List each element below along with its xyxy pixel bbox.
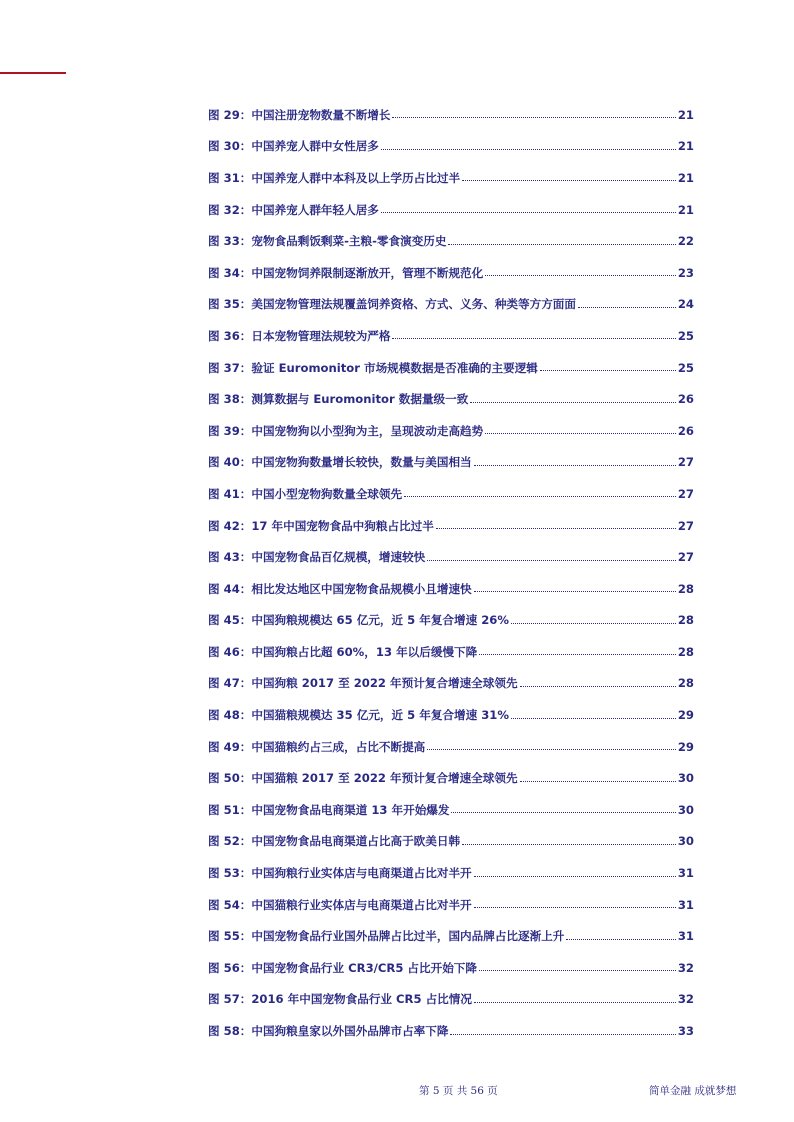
toc-entry-label: 图 50：中国猫粮 2017 至 2022 年预计复合增速全球领先 bbox=[208, 771, 518, 786]
page-number: 第 5 页 共 56 页 bbox=[419, 1085, 498, 1097]
toc-entry-label: 图 55：中国宠物食品行业国外品牌占比过半，国内品牌占比逐渐上升 bbox=[208, 929, 565, 944]
toc-entry[interactable] bbox=[208, 447, 694, 479]
toc-entry[interactable] bbox=[208, 826, 694, 858]
toc-entry-page: 27 bbox=[677, 550, 694, 565]
toc-entry-page: 28 bbox=[677, 613, 694, 628]
toc-entry-label: 图 42：17 年中国宠物食品中狗粮占比过半 bbox=[208, 518, 434, 533]
toc-entry[interactable] bbox=[208, 762, 694, 794]
toc-entry[interactable] bbox=[208, 1015, 694, 1047]
toc-entry[interactable] bbox=[208, 699, 694, 731]
dot-leader bbox=[578, 307, 676, 308]
toc-entry[interactable] bbox=[208, 889, 694, 921]
toc-entry-label: 图 29：中国注册宠物数量不断增长 bbox=[208, 107, 391, 122]
dot-leader bbox=[427, 749, 676, 750]
toc-entry[interactable] bbox=[208, 320, 694, 352]
toc-entry-label: 图 45：中国狗粮规模达 65 亿元，近 5 年复合增速 26% bbox=[208, 613, 509, 628]
toc-entry-page: 25 bbox=[677, 328, 694, 343]
toc-entry-label: 图 48：中国猫粮规模达 35 亿元，近 5 年复合增速 31% bbox=[208, 708, 509, 723]
toc-entry-label: 图 44：相比发达地区中国宠物食品规模小且增速快 bbox=[208, 581, 472, 596]
toc-entry-label: 图 43：中国宠物食品百亿规模，增速较快 bbox=[208, 550, 426, 565]
toc-entry[interactable] bbox=[208, 605, 694, 637]
dot-leader bbox=[479, 654, 676, 655]
toc-entry[interactable] bbox=[208, 478, 694, 510]
dot-leader bbox=[511, 718, 676, 719]
toc-entry[interactable] bbox=[208, 257, 694, 289]
toc-entry-label: 图 34：中国宠物饲养限制逐渐放开，管理不断规范化 bbox=[208, 265, 484, 280]
dot-leader bbox=[392, 338, 675, 339]
toc-entry[interactable] bbox=[208, 636, 694, 668]
toc-entry[interactable] bbox=[208, 984, 694, 1016]
footer-slogan: 简单金融 成就梦想 bbox=[649, 1085, 737, 1097]
toc-entry-page: 21 bbox=[677, 107, 694, 122]
toc-entry-page: 21 bbox=[677, 170, 694, 185]
toc-entry[interactable] bbox=[208, 99, 694, 131]
dot-leader bbox=[474, 591, 676, 592]
dot-leader bbox=[381, 149, 676, 150]
toc-entry[interactable] bbox=[208, 225, 694, 257]
toc-entry-label: 图 53：中国狗粮行业实体店与电商渠道占比对半开 bbox=[208, 866, 472, 881]
toc-entry-page: 29 bbox=[677, 739, 694, 754]
toc-entry-page: 22 bbox=[677, 234, 694, 249]
toc-entry-label: 图 30：中国养宠人群中女性居多 bbox=[208, 139, 379, 154]
toc-entry-page: 26 bbox=[677, 392, 694, 407]
toc-entry-label: 图 39：中国宠物狗以小型狗为主，呈现波动走高趋势 bbox=[208, 423, 484, 438]
toc-entry-page: 31 bbox=[677, 866, 694, 881]
toc-entry-page: 31 bbox=[677, 897, 694, 912]
toc-entry-page: 21 bbox=[677, 202, 694, 217]
dot-leader bbox=[474, 907, 676, 908]
dot-leader bbox=[479, 970, 676, 971]
dot-leader bbox=[474, 876, 676, 877]
toc-entry[interactable] bbox=[208, 289, 694, 321]
dot-leader bbox=[485, 433, 676, 434]
toc-entry-label: 图 52：中国宠物食品电商渠道占比高于欧美日韩 bbox=[208, 834, 461, 849]
toc-entry[interactable] bbox=[208, 668, 694, 700]
toc-entry-page: 33 bbox=[677, 1024, 694, 1039]
toc-entry-label: 图 38：测算数据与 Euromonitor 数据量级一致 bbox=[208, 392, 469, 407]
dot-leader bbox=[381, 212, 676, 213]
toc-entry-label: 图 46：中国狗粮占比超 60%，13 年以后缓慢下降 bbox=[208, 644, 478, 659]
dot-leader bbox=[520, 686, 676, 687]
toc-entry-page: 21 bbox=[677, 139, 694, 154]
toc-entry-page: 28 bbox=[677, 644, 694, 659]
toc-entry[interactable] bbox=[208, 352, 694, 384]
toc-entry[interactable] bbox=[208, 920, 694, 952]
dot-leader bbox=[540, 370, 676, 371]
toc-entry-page: 25 bbox=[677, 360, 694, 375]
toc-entry-page: 23 bbox=[677, 265, 694, 280]
toc-entry[interactable] bbox=[208, 794, 694, 826]
toc-entry-label: 图 49：中国猫粮约占三成，占比不断提高 bbox=[208, 739, 426, 754]
toc-entry-page: 26 bbox=[677, 423, 694, 438]
toc-entry[interactable] bbox=[208, 857, 694, 889]
dot-leader bbox=[427, 560, 676, 561]
toc-entry-page: 29 bbox=[677, 708, 694, 723]
toc-entry-label: 图 57：2016 年中国宠物食品行业 CR5 占比情况 bbox=[208, 992, 472, 1007]
toc-entry-page: 28 bbox=[677, 676, 694, 691]
toc-entry-label: 图 54：中国猫粮行业实体店与电商渠道占比对半开 bbox=[208, 897, 472, 912]
toc-entry-label: 图 56：中国宠物食品行业 CR3/CR5 占比开始下降 bbox=[208, 960, 477, 975]
toc-entry-page: 27 bbox=[677, 455, 694, 470]
toc-entry-page: 28 bbox=[677, 581, 694, 596]
dot-leader bbox=[450, 1034, 675, 1035]
toc-entry[interactable] bbox=[208, 194, 694, 226]
toc-entry-page: 32 bbox=[677, 992, 694, 1007]
toc-entry[interactable] bbox=[208, 952, 694, 984]
dot-leader bbox=[566, 939, 675, 940]
toc-entry[interactable] bbox=[208, 131, 694, 163]
toc-entry-page: 24 bbox=[677, 297, 694, 312]
toc-entry-page: 30 bbox=[677, 834, 694, 849]
dot-leader bbox=[470, 402, 676, 403]
toc-entry-label: 图 58：中国狗粮皇家以外国外品牌市占率下降 bbox=[208, 1024, 449, 1039]
header-accent-rule bbox=[0, 72, 66, 74]
toc-entry[interactable] bbox=[208, 731, 694, 763]
dot-leader bbox=[404, 496, 676, 497]
toc-entry[interactable] bbox=[208, 162, 694, 194]
toc-entry-page: 31 bbox=[677, 929, 694, 944]
toc-entry-label: 图 40：中国宠物狗数量增长较快，数量与美国相当 bbox=[208, 455, 472, 470]
toc-entry-label: 图 35：美国宠物管理法规覆盖饲养资格、方式、义务、种类等方方面面 bbox=[208, 297, 576, 312]
toc-entry-label: 图 31：中国养宠人群中本科及以上学历占比过半 bbox=[208, 170, 461, 185]
toc-entry-page: 27 bbox=[677, 486, 694, 501]
dot-leader bbox=[448, 244, 675, 245]
toc-entry-page: 32 bbox=[677, 960, 694, 975]
toc-entry-page: 30 bbox=[677, 802, 694, 817]
toc-entry-label: 图 37：验证 Euromonitor 市场规模数据是否准确的主要逻辑 bbox=[208, 360, 538, 375]
dot-leader bbox=[451, 812, 675, 813]
toc-entry-label: 图 33：宠物食品剩饭剩菜-主粮-零食演变历史 bbox=[208, 234, 447, 249]
dot-leader bbox=[511, 623, 676, 624]
dot-leader bbox=[436, 528, 676, 529]
dot-leader bbox=[462, 180, 676, 181]
dot-leader bbox=[462, 844, 676, 845]
toc-entry[interactable] bbox=[208, 415, 694, 447]
dot-leader bbox=[485, 275, 676, 276]
toc-entry-label: 图 32：中国养宠人群年轻人居多 bbox=[208, 202, 379, 217]
toc-entry[interactable] bbox=[208, 573, 694, 605]
toc-entry-label: 图 36：日本宠物管理法规较为严格 bbox=[208, 328, 391, 343]
toc-entry[interactable] bbox=[208, 541, 694, 573]
figure-list bbox=[208, 99, 694, 1047]
toc-entry-page: 30 bbox=[677, 771, 694, 786]
toc-entry-label: 图 47：中国狗粮 2017 至 2022 年预计复合增速全球领先 bbox=[208, 676, 518, 691]
dot-leader bbox=[392, 117, 675, 118]
dot-leader bbox=[474, 1002, 676, 1003]
toc-entry-label: 图 41：中国小型宠物狗数量全球领先 bbox=[208, 486, 403, 501]
dot-leader bbox=[520, 781, 676, 782]
toc-entry[interactable] bbox=[208, 383, 694, 415]
dot-leader bbox=[474, 465, 676, 466]
toc-entry[interactable] bbox=[208, 510, 694, 542]
toc-entry-page: 27 bbox=[677, 518, 694, 533]
toc-entry-label: 图 51：中国宠物食品电商渠道 13 年开始爆发 bbox=[208, 802, 450, 817]
